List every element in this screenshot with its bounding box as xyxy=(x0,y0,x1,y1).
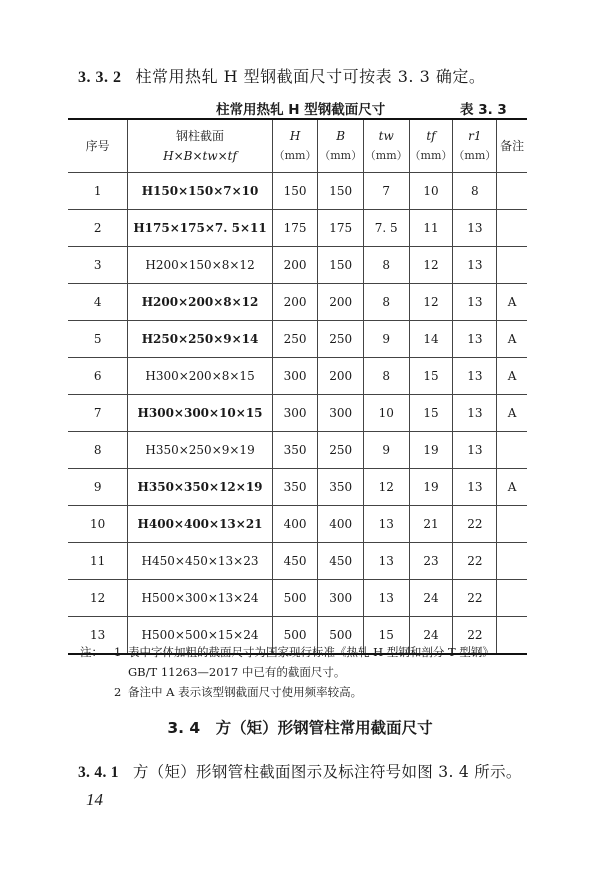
cell-seq: 9 xyxy=(68,469,128,506)
cell-tf: 19 xyxy=(409,469,453,506)
section-heading: 3. 4 方（矩）形钢管柱常用截面尺寸 xyxy=(167,719,433,737)
header-section xyxy=(128,119,273,173)
cell-note: A xyxy=(497,321,527,358)
cell-seq: 7 xyxy=(68,395,128,432)
cell-r: 8 xyxy=(453,173,497,210)
header-H-symbol: H xyxy=(289,129,301,143)
page-number: 14 xyxy=(86,790,103,809)
cell-B: 175 xyxy=(318,210,364,247)
cell-tw: 8 xyxy=(363,358,409,395)
cell-section: H300×200×8×15 xyxy=(128,358,273,395)
cell-tf: 15 xyxy=(409,395,453,432)
table-row xyxy=(68,469,527,506)
cell-H: 300 xyxy=(272,395,318,432)
cell-note xyxy=(497,543,527,580)
cell-B: 500 xyxy=(318,617,364,655)
table-row xyxy=(68,284,527,321)
note-text: 备注中 A 表示该型钢截面尺寸使用频率较高。 xyxy=(128,685,363,699)
cell-tw: 15 xyxy=(363,617,409,655)
clause-number: 3. 3. 2 xyxy=(78,69,122,86)
header-tf xyxy=(409,119,453,173)
cell-tf: 15 xyxy=(409,358,453,395)
clause-number: 3. 4. 1 xyxy=(78,764,119,781)
cell-note: A xyxy=(497,358,527,395)
cell-tf: 11 xyxy=(409,210,453,247)
header-r xyxy=(453,119,497,173)
table-row xyxy=(68,580,527,617)
table-row xyxy=(68,321,527,358)
table-notes xyxy=(80,642,530,702)
cell-tw: 8 xyxy=(363,284,409,321)
cell-H: 300 xyxy=(272,358,318,395)
cell-section: H200×150×8×12 xyxy=(128,247,273,284)
section-size-table xyxy=(68,118,527,655)
clause-3-3-2 xyxy=(78,64,485,87)
note-prefix: 注： xyxy=(80,645,103,659)
cell-seq: 4 xyxy=(68,284,128,321)
cell-seq: 10 xyxy=(68,506,128,543)
cell-tf: 12 xyxy=(409,247,453,284)
table-header-row xyxy=(68,119,527,173)
cell-tf: 23 xyxy=(409,543,453,580)
cell-note xyxy=(497,432,527,469)
cell-H: 150 xyxy=(272,173,318,210)
cell-r: 13 xyxy=(453,469,497,506)
cell-section: H500×500×15×24 xyxy=(128,617,273,655)
header-tf-symbol: tf xyxy=(426,129,436,143)
cell-tw: 10 xyxy=(363,395,409,432)
cell-r: 13 xyxy=(453,358,497,395)
cell-B: 300 xyxy=(318,580,364,617)
note-number: 1 xyxy=(114,645,122,659)
cell-tw: 13 xyxy=(363,580,409,617)
cell-H: 500 xyxy=(272,617,318,655)
header-r-symbol: r1 xyxy=(468,129,482,143)
cell-section: H350×350×12×19 xyxy=(128,469,273,506)
cell-B: 250 xyxy=(318,432,364,469)
table-row xyxy=(68,432,527,469)
cell-note xyxy=(497,506,527,543)
cell-H: 450 xyxy=(272,543,318,580)
cell-tw: 13 xyxy=(363,543,409,580)
cell-note: A xyxy=(497,469,527,506)
clause-text: 方（矩）形钢管柱截面图示及标注符号如图 3. 4 所示。 xyxy=(132,763,522,781)
table-label: 表 3. 3 xyxy=(460,102,507,118)
cell-B: 350 xyxy=(318,469,364,506)
header-note: 备注 xyxy=(497,119,527,173)
cell-B: 450 xyxy=(318,543,364,580)
note-number: 2 xyxy=(114,685,122,699)
cell-seq: 1 xyxy=(68,173,128,210)
cell-tw: 8 xyxy=(363,247,409,284)
header-tw-symbol: tw xyxy=(378,129,394,143)
cell-H: 200 xyxy=(272,284,318,321)
cell-tw: 9 xyxy=(363,432,409,469)
cell-section: H450×450×13×23 xyxy=(128,543,273,580)
header-seq: 序号 xyxy=(68,119,128,173)
cell-r: 13 xyxy=(453,432,497,469)
cell-tf: 14 xyxy=(409,321,453,358)
cell-note xyxy=(497,580,527,617)
cell-note xyxy=(497,210,527,247)
table-row xyxy=(68,173,527,210)
cell-seq: 13 xyxy=(68,617,128,655)
header-section-line2: H×B×tw×tf xyxy=(163,149,237,163)
cell-seq: 3 xyxy=(68,247,128,284)
header-H xyxy=(272,119,318,173)
cell-tf: 10 xyxy=(409,173,453,210)
table-row xyxy=(68,506,527,543)
cell-tw: 13 xyxy=(363,506,409,543)
cell-tf: 24 xyxy=(409,617,453,655)
table-title: 柱常用热轧 H 型钢截面尺寸 xyxy=(216,102,386,118)
cell-section: H150×150×7×10 xyxy=(128,173,273,210)
table-row xyxy=(68,247,527,284)
cell-H: 175 xyxy=(272,210,318,247)
cell-B: 300 xyxy=(318,395,364,432)
cell-tf: 12 xyxy=(409,284,453,321)
cell-section: H300×300×10×15 xyxy=(128,395,273,432)
cell-seq: 6 xyxy=(68,358,128,395)
cell-H: 200 xyxy=(272,247,318,284)
clause-text: 柱常用热轧 H 型钢截面尺寸可按表 3. 3 确定。 xyxy=(135,67,486,86)
cell-B: 200 xyxy=(318,284,364,321)
cell-r: 22 xyxy=(453,543,497,580)
cell-section: H250×250×9×14 xyxy=(128,321,273,358)
cell-tw: 7 xyxy=(363,173,409,210)
cell-B: 200 xyxy=(318,358,364,395)
cell-note: A xyxy=(497,395,527,432)
cell-note xyxy=(497,247,527,284)
cell-r: 13 xyxy=(453,284,497,321)
cell-tw: 7. 5 xyxy=(363,210,409,247)
cell-H: 500 xyxy=(272,580,318,617)
cell-tf: 24 xyxy=(409,580,453,617)
cell-H: 250 xyxy=(272,321,318,358)
cell-r: 13 xyxy=(453,321,497,358)
table-row xyxy=(68,543,527,580)
cell-r: 22 xyxy=(453,580,497,617)
cell-B: 150 xyxy=(318,247,364,284)
cell-r: 13 xyxy=(453,395,497,432)
cell-section: H500×300×13×24 xyxy=(128,580,273,617)
cell-tf: 21 xyxy=(409,506,453,543)
cell-B: 150 xyxy=(318,173,364,210)
cell-B: 400 xyxy=(318,506,364,543)
note-item-2 xyxy=(80,682,530,702)
header-B xyxy=(318,119,364,173)
cell-H: 400 xyxy=(272,506,318,543)
cell-tw: 12 xyxy=(363,469,409,506)
cell-note xyxy=(497,173,527,210)
cell-H: 350 xyxy=(272,432,318,469)
cell-r: 22 xyxy=(453,506,497,543)
cell-section: H200×200×8×12 xyxy=(128,284,273,321)
note-item-1 xyxy=(80,642,530,662)
header-tw-unit: （mm） xyxy=(364,149,408,162)
header-r-unit: （mm） xyxy=(453,149,497,162)
table-row xyxy=(68,395,527,432)
header-tw xyxy=(363,119,409,173)
cell-r: 13 xyxy=(453,247,497,284)
cell-section: H175×175×7. 5×11 xyxy=(128,210,273,247)
cell-section: H350×250×9×19 xyxy=(128,432,273,469)
note-text: 表中字体加粗的截面尺寸为国家现行标准《热轧 H 型钢和剖分 T 型钢》 xyxy=(128,645,494,659)
cell-B: 250 xyxy=(318,321,364,358)
cell-tw: 9 xyxy=(363,321,409,358)
table-row xyxy=(68,358,527,395)
clause-3-4-1 xyxy=(78,760,522,782)
cell-seq: 12 xyxy=(68,580,128,617)
header-section-line1: 钢柱截面 xyxy=(176,129,225,143)
header-B-unit: （mm） xyxy=(319,149,363,162)
header-tf-unit: （mm） xyxy=(409,149,453,162)
cell-seq: 11 xyxy=(68,543,128,580)
table-row xyxy=(68,210,527,247)
cell-seq: 8 xyxy=(68,432,128,469)
table-body xyxy=(68,173,527,655)
cell-tf: 19 xyxy=(409,432,453,469)
cell-section: H400×400×13×21 xyxy=(128,506,273,543)
cell-r: 22 xyxy=(453,617,497,655)
note-continuation: GB/T 11263—2017 中已有的截面尺寸。 xyxy=(128,665,346,679)
cell-seq: 5 xyxy=(68,321,128,358)
cell-note: A xyxy=(497,284,527,321)
cell-r: 13 xyxy=(453,210,497,247)
cell-H: 350 xyxy=(272,469,318,506)
cell-seq: 2 xyxy=(68,210,128,247)
header-B-symbol: B xyxy=(336,129,346,143)
header-H-unit: （mm） xyxy=(273,149,317,162)
